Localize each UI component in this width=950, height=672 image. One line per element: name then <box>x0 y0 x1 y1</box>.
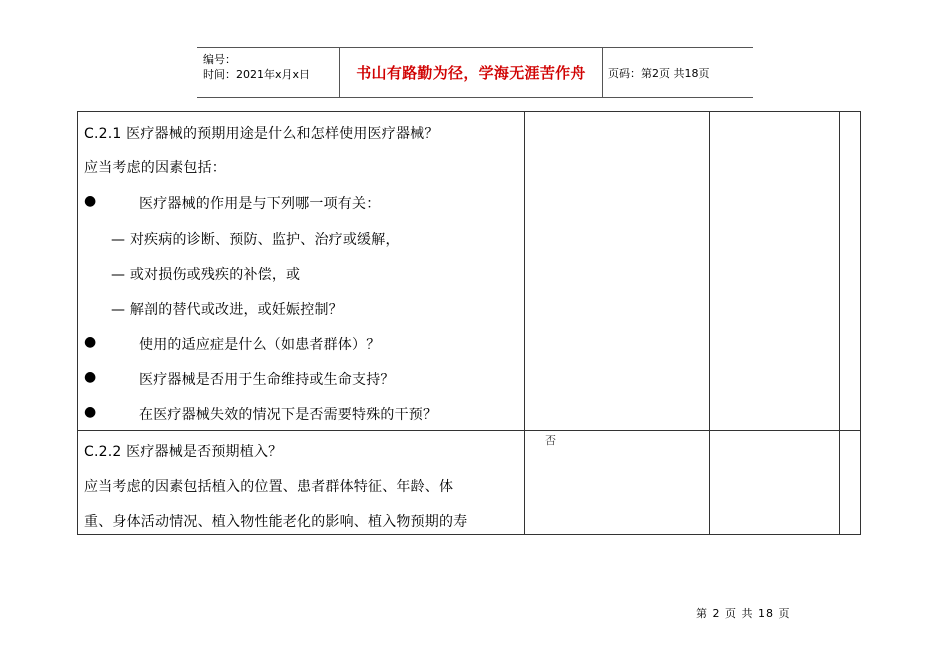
header-left-cell <box>197 48 339 97</box>
bullet-icon: ● <box>84 404 97 420</box>
dash-item: — 解剖的替代或改进，或妊娠控制？ <box>111 302 343 318</box>
column-divider-3 <box>839 112 840 534</box>
question-title: C.2.1 医疗器械的预期用途是什么和怎样使用医疗器械？ <box>84 126 439 142</box>
dash-item: — 对疾病的诊断、预防、监护、治疗或缓解， <box>111 232 400 248</box>
header-motto: 书山有路勤为径，学海无涯苦作舟 <box>339 48 603 97</box>
bullet-icon: ● <box>84 193 97 209</box>
question-title: C.2.2 医疗器械是否预期植入？ <box>84 444 283 460</box>
answer-cell-text: 否 <box>545 434 556 447</box>
document-number-label: 编号： <box>203 53 236 66</box>
column-divider-1 <box>524 112 525 534</box>
page-footer: 第 2 页 共 18 页 <box>696 607 791 620</box>
page-header <box>197 47 753 98</box>
bullet-item: 使用的适应症是什么（如患者群体）？ <box>139 337 381 353</box>
column-divider-2 <box>709 112 710 534</box>
bullet-item: 在医疗器械失效的情况下是否需要特殊的干预？ <box>139 407 438 423</box>
question-cell-c22 <box>78 431 524 536</box>
bullet-icon: ● <box>84 369 97 385</box>
checklist-table <box>77 111 861 535</box>
header-page-label: 页码：第2页 共18页 <box>608 66 710 80</box>
factors-line: 重、身体活动情况、植入物性能老化的影响、植入物预期的寿 <box>84 514 468 530</box>
bullet-item: 医疗器械是否用于生命维持或生命支持？ <box>139 372 395 388</box>
dash-item: — 或对损伤或残疾的补偿，或 <box>111 267 301 283</box>
bullet-item: 医疗器械的作用是与下列哪一项有关： <box>139 196 381 212</box>
bullet-icon: ● <box>84 334 97 350</box>
document-time-label: 时间：2021年x月x日 <box>203 68 311 81</box>
factors-line: 应当考虑的因素包括植入的位置、患者群体特征、年龄、体 <box>84 479 454 495</box>
factors-intro: 应当考虑的因素包括： <box>84 160 226 176</box>
question-cell-c21 <box>78 112 524 430</box>
